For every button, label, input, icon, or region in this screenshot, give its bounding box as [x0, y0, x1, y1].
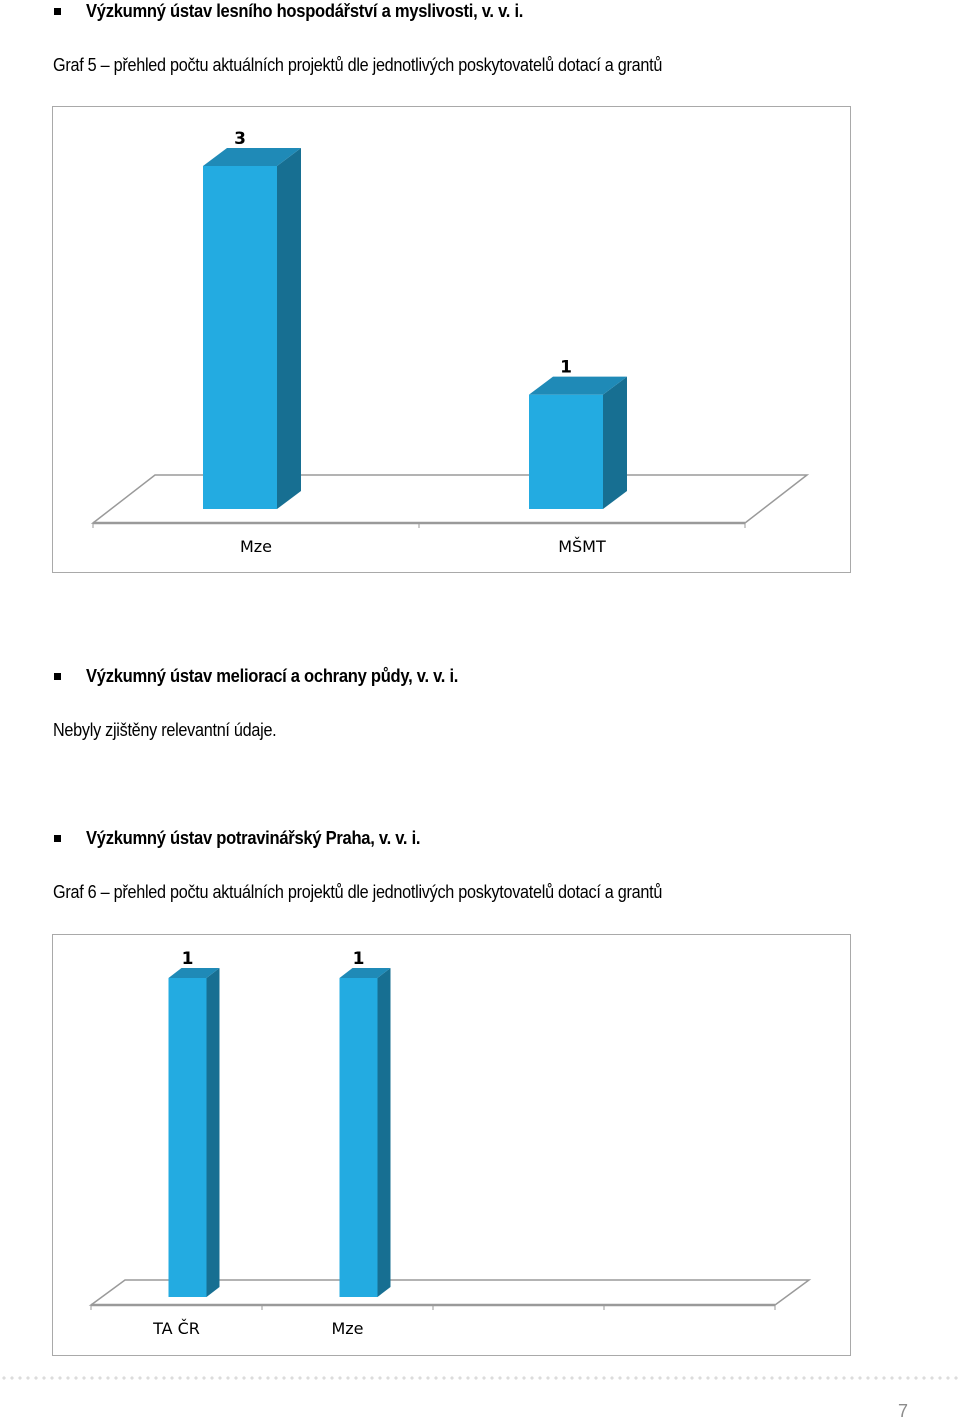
- section-heading-3: Výzkumný ústav potravinářský Praha, v. v. i.: [86, 828, 421, 848]
- bar-value-label: 3: [234, 129, 246, 149]
- chart-graf-6: [52, 934, 851, 1356]
- section-heading-1: Výzkumný ústav lesního hospodářství a myslivosti, v. v. i.: [86, 1, 524, 21]
- category-label: TA ČR: [153, 1319, 200, 1338]
- bar-side: [378, 968, 391, 1297]
- bar-value-label: 1: [352, 949, 365, 969]
- category-label: Mze: [331, 1319, 364, 1338]
- page-number: 7: [898, 1401, 909, 1421]
- chart-caption-3: Graf 6 – přehled počtu aktuálních projektů dle jednotlivých poskytovatelů dotací a grantů: [53, 882, 663, 902]
- chart-floor: [93, 475, 807, 523]
- bullet-icon: [54, 673, 61, 680]
- category-label: MŠMT: [558, 537, 606, 556]
- bar-side: [207, 968, 220, 1297]
- chart-graf-5-svg: [53, 107, 850, 572]
- bullet-icon: [54, 8, 61, 15]
- bar-front: [340, 978, 378, 1297]
- chart-graf-5: [52, 106, 851, 573]
- category-label: Mze: [239, 537, 273, 556]
- bar-front: [529, 395, 603, 509]
- bullet-icon: [54, 835, 61, 842]
- chart-caption-1: Graf 5 – přehled počtu aktuálních projektů dle jednotlivých poskytovatelů dotací a grantů: [53, 55, 663, 75]
- bar-front: [169, 978, 207, 1297]
- bar-value-label: 1: [560, 357, 572, 378]
- section-heading-2: Výzkumný ústav meliorací a ochrany půdy, v. v. i.: [86, 666, 459, 686]
- bar-side: [277, 148, 301, 509]
- bar-side: [603, 377, 627, 509]
- chart-graf-6-svg: [53, 935, 850, 1355]
- footer-divider: [0, 1376, 960, 1380]
- section-text-2: Nebyly zjištěny relevantní údaje.: [53, 720, 277, 740]
- bar-value-label: 1: [181, 949, 194, 969]
- bar-front: [203, 166, 277, 509]
